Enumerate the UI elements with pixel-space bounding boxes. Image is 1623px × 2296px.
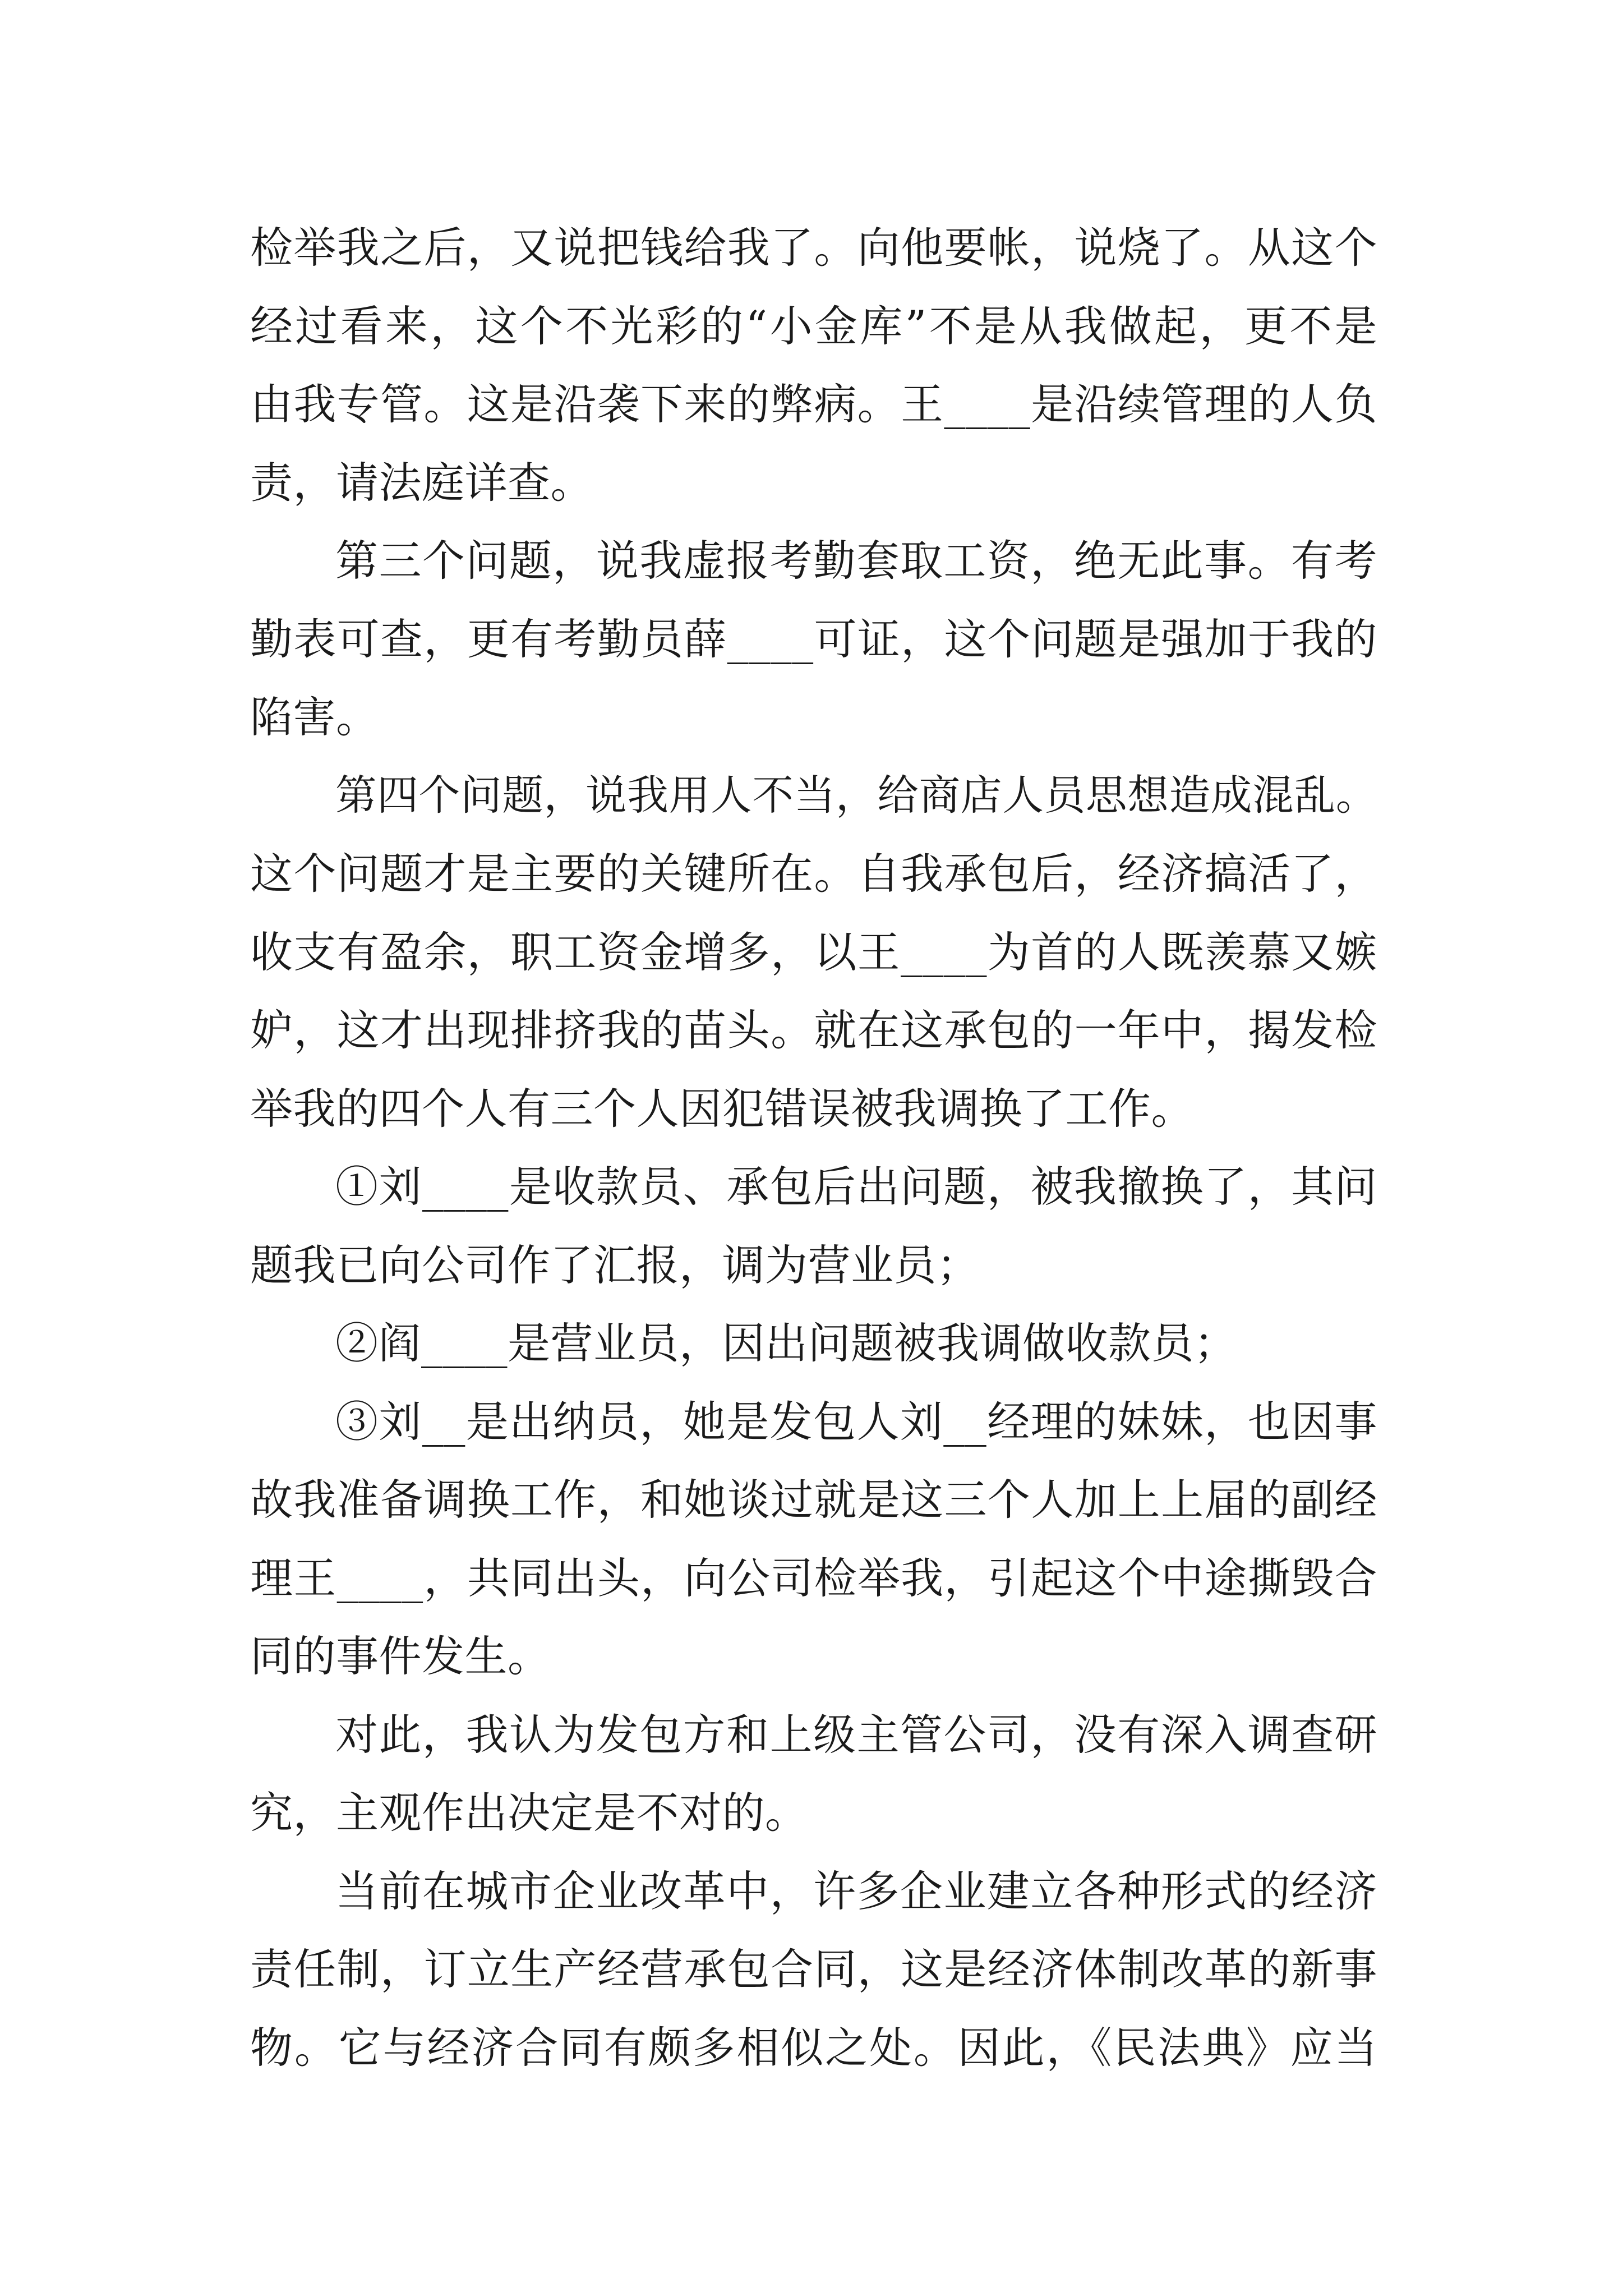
text-line: 收支有盈余，职工资金增多，以王____为首的人既羡慕又嫉 [250, 927, 1377, 977]
text-line: 同的事件发生。 [250, 1631, 551, 1681]
text-line: 勤表可查，更有考勤员薛____可证，这个问题是强加于我的 [250, 614, 1377, 664]
text-line: 这个问题才是主要的关键所在。自我承包后，经济搞活了， [250, 849, 1377, 899]
text-line: ①刘____是收款员、承包后出问题，被我撤换了，其问 [335, 1162, 1377, 1212]
text-line: 经过看来，这个不光彩的“小金库”不是从我做起，更不是 [250, 301, 1377, 351]
text-line: 妒，这才出现排挤我的苗头。就在这承包的一年中，揭发检 [250, 1005, 1377, 1055]
text-line: 第四个问题，说我用人不当，给商店人员思想造成混乱。 [335, 771, 1377, 820]
text-line: 责任制，订立生产经营承包合同，这是经济体制改革的新事 [250, 1944, 1377, 1994]
paragraph-8 [250, 1852, 1377, 2087]
text-line: ②阎____是营业员，因出问题被我调做收款员； [335, 1318, 1237, 1368]
document-body [250, 209, 1377, 2087]
text-line: 故我准备调换工作，和她谈过就是这三个人加上上届的副经 [250, 1475, 1377, 1525]
paragraph-4 [250, 1148, 1377, 1304]
paragraph-1 [250, 209, 1377, 522]
text-line: 由我专管。这是沿袭下来的弊病。王____是沿续管理的人负 [250, 379, 1377, 429]
text-line: 责，请法庭详查。 [250, 457, 593, 508]
text-line: 理王____，共同出头，向公司检举我，引起这个中途撕毁合 [250, 1553, 1377, 1603]
text-line: 举我的四个人有三个人因犯错误被我调换了工作。 [250, 1083, 1194, 1134]
text-line: 对此，我认为发包方和上级主管公司，没有深入调查研 [335, 1709, 1377, 1760]
text-line: 检举我之后，又说把钱给我了。向他要帐，说烧了。从这个 [250, 223, 1377, 273]
paragraph-3 [250, 757, 1377, 1148]
paragraph-7 [250, 1696, 1377, 1852]
text-line: 物。它与经济合同有颇多相似之处。因此，《民法典》应当 [250, 2022, 1377, 2073]
text-line: ③刘__是出纳员，她是发包人刘__经理的妹妹，也因事 [335, 1396, 1377, 1447]
text-line: 陷害。 [250, 692, 379, 742]
text-line: 当前在城市企业改革中，许多企业建立各种形式的经济 [335, 1866, 1377, 1916]
text-line: 题我已向公司作了汇报，调为营业员； [250, 1240, 980, 1290]
paragraph-6 [250, 1383, 1377, 1696]
paragraph-5 [250, 1304, 1377, 1383]
text-line: 究，主观作出决定是不对的。 [250, 1788, 808, 1838]
text-line: 第三个问题，说我虚报考勤套取工资，绝无此事。有考 [335, 536, 1377, 586]
paragraph-2 [250, 522, 1377, 757]
